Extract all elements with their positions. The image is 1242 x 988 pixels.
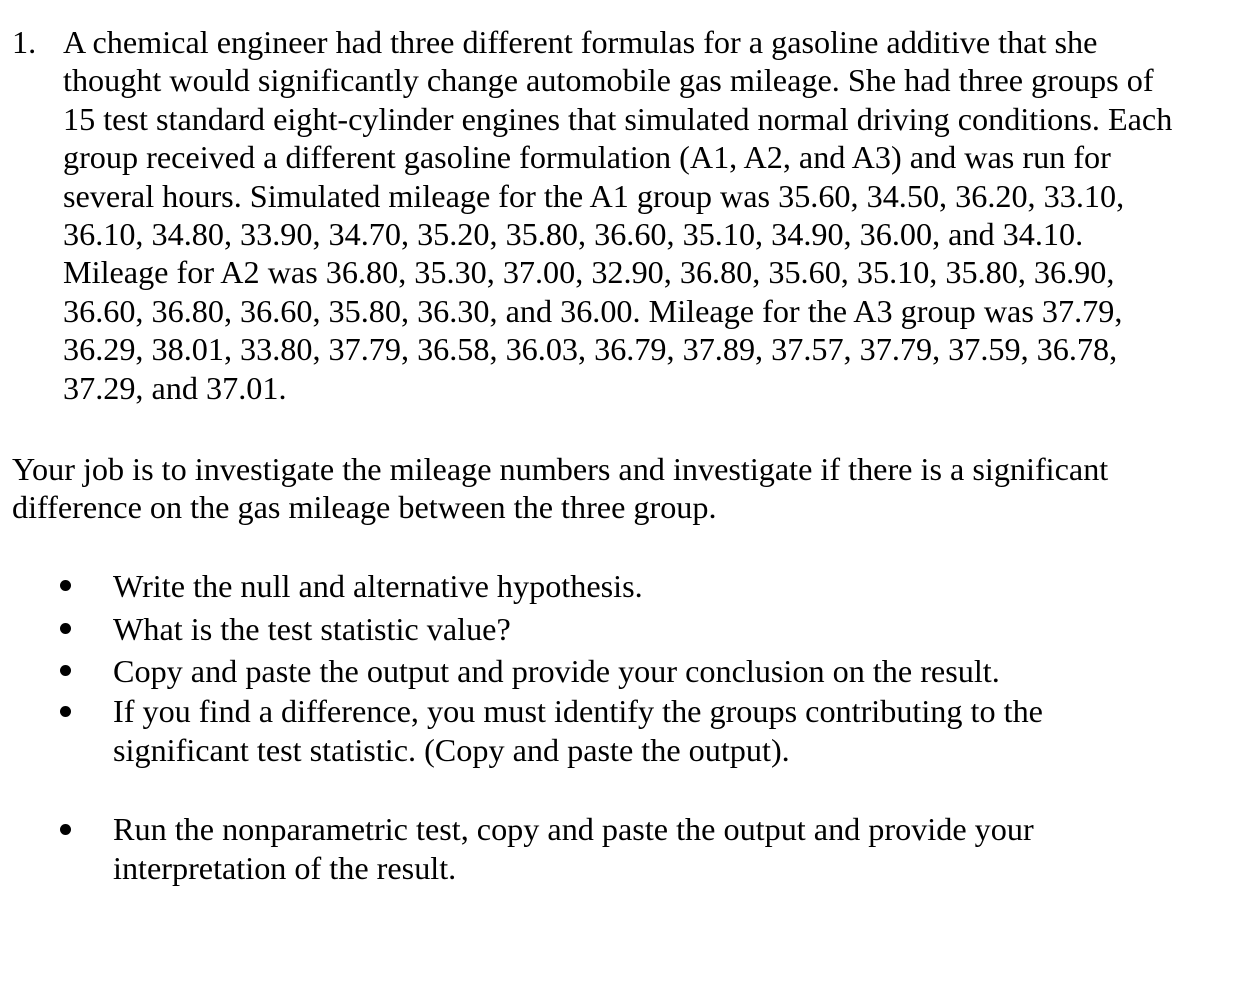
task-line: difference on the gas mileage between the three group. — [12, 489, 717, 526]
bullet-text — [113, 651, 1153, 692]
question-line: several hours. Simulated mileage for the A1 group was 35.60, 34.50, 36.20, 33.10, — [63, 177, 1125, 214]
bullet-icon — [60, 706, 71, 717]
question-line: 15 test standard eight-cylinder engines that simulated normal driving conditions. Each — [63, 100, 1173, 137]
bullet-line: If you find a difference, you must identify the groups contributing to the — [113, 693, 1043, 729]
bullet-line: Copy and paste the output and provide your conclusion on the result. — [113, 653, 1000, 689]
question-line: group received a different gasoline formulation (A1, A2, and A3) and was run for — [63, 139, 1111, 176]
bullet-line: Run the nonparametric test, copy and paste the output and provide your — [113, 811, 1034, 847]
bullet-icon — [60, 580, 71, 591]
question-line: 36.60, 36.80, 36.60, 35.80, 36.30, and 36.00. Mileage for the A3 group was 37.79, — [63, 292, 1123, 329]
bullet-icon — [60, 824, 71, 835]
bullet-line: What is the test statistic value? — [113, 611, 511, 647]
question-line: 36.29, 38.01, 33.80, 37.79, 36.58, 36.03, 36.79, 37.89, 37.57, 37.79, 37.59, 36.78, — [63, 331, 1118, 368]
bullet-line: Write the null and alternative hypothesis. — [113, 568, 643, 604]
question-line: 36.10, 34.80, 33.90, 34.70, 35.20, 35.80, 36.60, 35.10, 34.90, 36.00, and 34.10. — [63, 216, 1084, 253]
bullet-text — [113, 810, 1153, 888]
bullet-line: significant test statistic. (Copy and paste the output). — [113, 732, 790, 768]
bullet-text — [113, 692, 1153, 770]
bullet-text — [113, 609, 1153, 650]
question-line: thought would significantly change automobile gas mileage. She had three groups of — [63, 62, 1154, 99]
task-line: Your job is to investigate the mileage numbers and investigate if there is a significant — [12, 451, 1109, 487]
bullet-icon — [60, 623, 71, 634]
question-number: 1. — [12, 24, 37, 60]
bullet-text — [113, 566, 1153, 607]
question-line: 37.29, and 37.01. — [63, 369, 287, 406]
bullet-icon — [60, 665, 71, 676]
bullet-line: interpretation of the result. — [113, 850, 457, 886]
question-line: A chemical engineer had three different formulas for a gasoline additive that she — [63, 24, 1098, 60]
question-line: Mileage for A2 was 36.80, 35.30, 37.00, 32.90, 36.80, 35.60, 35.10, 35.80, 36.90, — [63, 254, 1115, 291]
